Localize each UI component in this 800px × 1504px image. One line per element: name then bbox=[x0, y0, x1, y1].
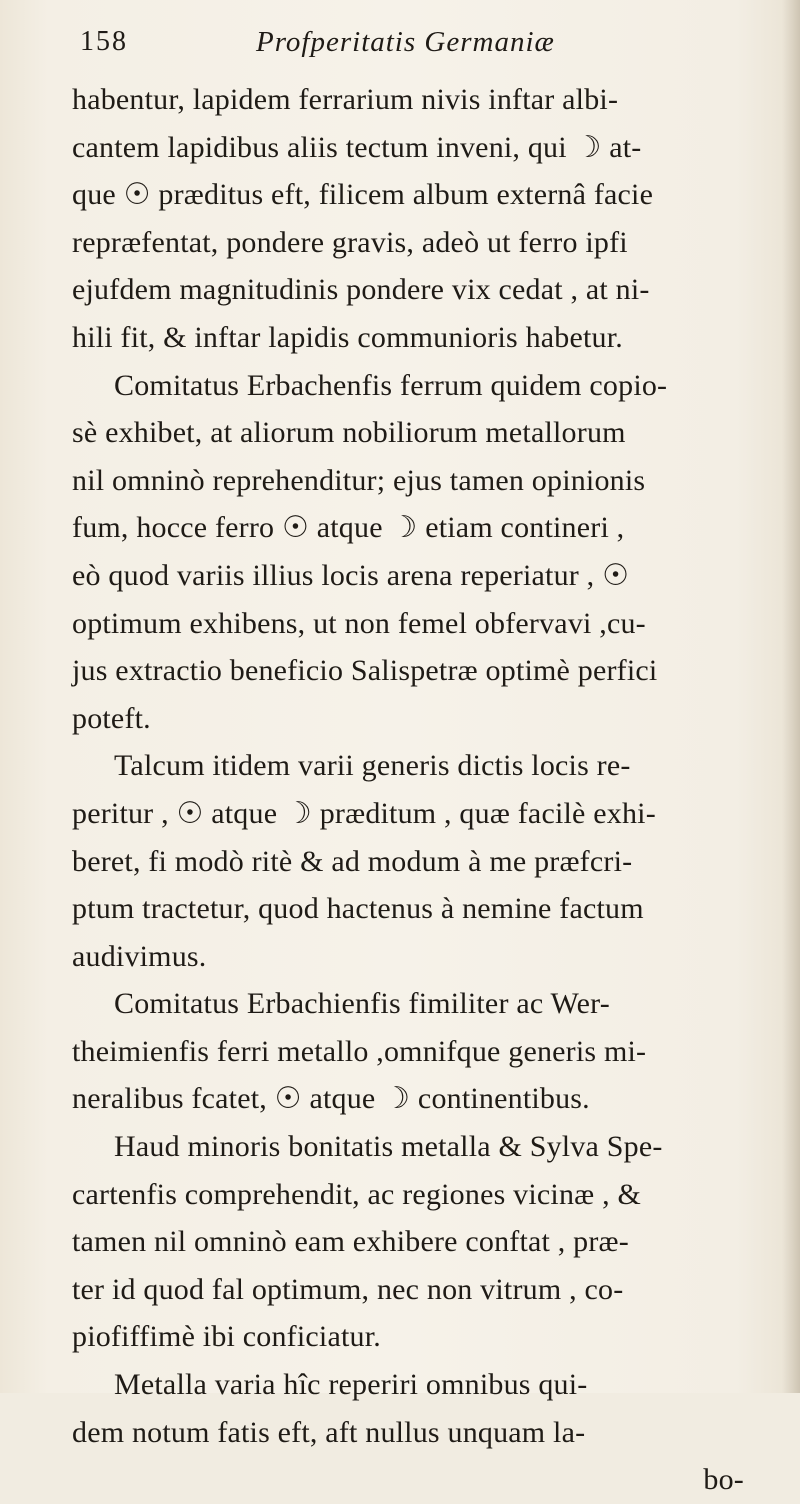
text-line: ter id quod fal optimum, nec non vitrum , co- bbox=[72, 1272, 624, 1306]
paragraph-start-line: Comitatus Erbachenfis ferrum quidem copio- bbox=[114, 368, 668, 402]
text-line: sè exhibet, at aliorum nobiliorum metallorum bbox=[72, 416, 626, 450]
text-line: hili fit, & inftar lapidis communioris habetur. bbox=[72, 320, 623, 354]
text-line: audivimus. bbox=[72, 939, 207, 973]
text-line: tamen nil omninò eam exhibere conftat , præ- bbox=[72, 1225, 629, 1259]
text-line: poteft. bbox=[72, 701, 151, 735]
text-line: eò quod variis illius locis arena reperiatur , ☉ bbox=[72, 558, 630, 592]
text-line: piofiffimè ibi conficiatur. bbox=[72, 1320, 381, 1354]
text-line: cantem lapidibus aliis tectum inveni, qui ☽ at- bbox=[72, 130, 642, 164]
text-line: que ☉ præditus eft, filicem album externâ facie bbox=[72, 178, 654, 212]
paragraph-start-line: Metalla varia hîc reperiri omnibus qui- bbox=[114, 1368, 588, 1402]
text-line: habentur, lapidem ferrarium nivis inftar albi- bbox=[72, 83, 619, 116]
page-number: 158 bbox=[80, 26, 128, 57]
text-line: optimum exhibens, ut non femel obfervavi ,cu- bbox=[72, 606, 646, 640]
paragraph-start-line: Talcum itidem varii generis dictis locis re- bbox=[114, 749, 631, 783]
text-line: ejufdem magnitudinis pondere vix cedat , at ni- bbox=[72, 273, 650, 307]
text-line: theimienfis ferri metallo ,omnifque generis mi- bbox=[72, 1034, 647, 1068]
running-head: Profperitatis Germaniæ bbox=[256, 26, 555, 58]
text-line: repræfentat, pondere gravis, adeò ut ferro ipfi bbox=[72, 225, 628, 259]
text-line: peritur , ☉ atque ☽ præditum , quæ facilè exhi- bbox=[72, 796, 656, 830]
text-line: fum, hocce ferro ☉ atque ☽ etiam contineri , bbox=[72, 511, 625, 545]
text-line: nil omninò reprehenditur; ejus tamen opinionis bbox=[72, 463, 646, 497]
text-line: dem notum fatis eft, aft nullus unquam la- bbox=[72, 1415, 586, 1449]
text-line: neralibus fcatet, ☉ atque ☽ continentibus. bbox=[72, 1082, 590, 1116]
text-line: ptum tractetur, quod hactenus à nemine factum bbox=[72, 892, 644, 926]
paragraph-start-line: Haud minoris bonitatis metalla & Sylva Spe- bbox=[114, 1130, 663, 1164]
text-line: cartenfis comprehendit, ac regiones vicinæ , & bbox=[72, 1177, 642, 1211]
page-edge-shadow bbox=[782, 0, 800, 1393]
text-line: beret, fi modò ritè & ad modum à me præfcri- bbox=[72, 844, 633, 878]
catchword: bo- bbox=[703, 1463, 744, 1497]
text-line: jus extractio beneficio Salispetræ optimè perfici bbox=[72, 654, 658, 688]
paragraph-start-line: Comitatus Erbachienfis fimiliter ac Wer- bbox=[114, 987, 610, 1021]
body-text bbox=[72, 76, 772, 1504]
page-header bbox=[80, 26, 780, 70]
